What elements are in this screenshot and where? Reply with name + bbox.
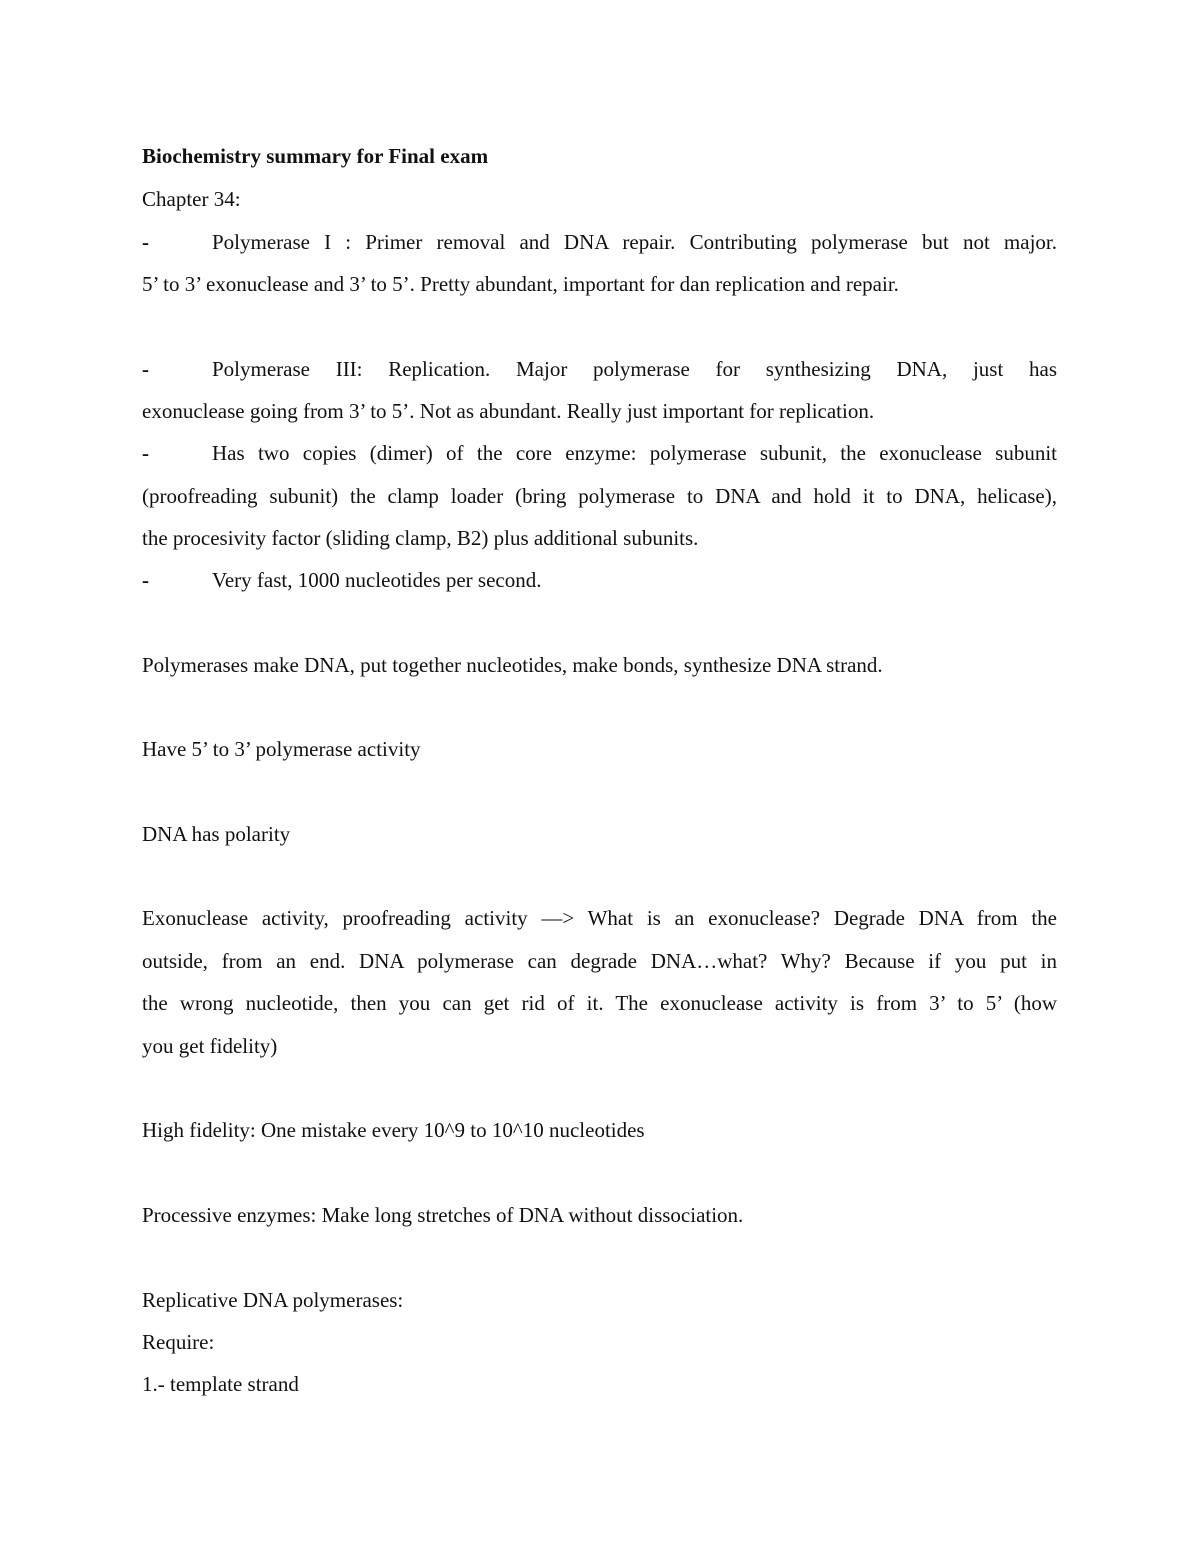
bullet-marker: - <box>142 568 149 592</box>
paragraph-activity: Have 5’ to 3’ polymerase activity <box>142 737 421 761</box>
exonuclease-line-2: outside, from an end. DNA polymerase can degrade DNA…what? Why? Because if you put in <box>142 949 1057 973</box>
bullet-1-line-2: 5’ to 3’ exonuclease and 3’ to 5’. Pretty abundant, important for dan replication and repair. <box>142 272 899 296</box>
paragraph-polymerases: Polymerases make DNA, put together nucleotides, make bonds, synthesize DNA strand. <box>142 653 883 677</box>
bullet-marker: - <box>142 441 149 465</box>
exonuclease-line-4: you get fidelity) <box>142 1034 278 1058</box>
bullet-2-line-2: exonuclease going from 3’ to 5’. Not as abundant. Really just important for replication. <box>142 399 875 423</box>
bullet-marker: - <box>142 357 149 381</box>
bullet-4-line-1: Very fast, 1000 nucleotides per second. <box>212 568 542 592</box>
paragraph-fidelity: High fidelity: One mistake every 10^9 to 10^10 nucleotides <box>142 1118 645 1142</box>
bullet-1-line-1: Polymerase I : Primer removal and DNA repair. Contributing polymerase but not major. <box>212 230 1057 254</box>
bullet-3-line-3: the procesivity factor (sliding clamp, B2) plus additional subunits. <box>142 526 699 550</box>
exonuclease-line-3: the wrong nucleotide, then you can get rid of it. The exonuclease activity is from 3’ to 5’ (how <box>142 991 1057 1015</box>
paragraph-replicative: Replicative DNA polymerases: <box>142 1288 404 1312</box>
bullet-3-line-2: (proofreading subunit) the clamp loader (bring polymerase to DNA and hold it to DNA, helicase), <box>142 484 1057 508</box>
bullet-2-line-1: Polymerase III: Replication. Major polymerase for synthesizing DNA, just has <box>212 357 1057 381</box>
paragraph-template-strand: 1.- template strand <box>142 1372 299 1396</box>
bullet-3-line-1: Has two copies (dimer) of the core enzyme: polymerase subunit, the exonuclease subunit <box>212 441 1057 465</box>
bullet-marker: - <box>142 230 149 254</box>
document-title: Biochemistry summary for Final exam <box>142 144 489 168</box>
paragraph-polarity: DNA has polarity <box>142 822 291 846</box>
paragraph-require: Require: <box>142 1330 215 1354</box>
exonuclease-line-1: Exonuclease activity, proofreading activity —> What is an exonuclease? Degrade DNA from the <box>142 906 1057 930</box>
paragraph-processive: Processive enzymes: Make long stretches of DNA without dissociation. <box>142 1203 744 1227</box>
chapter-heading: Chapter 34: <box>142 187 241 211</box>
